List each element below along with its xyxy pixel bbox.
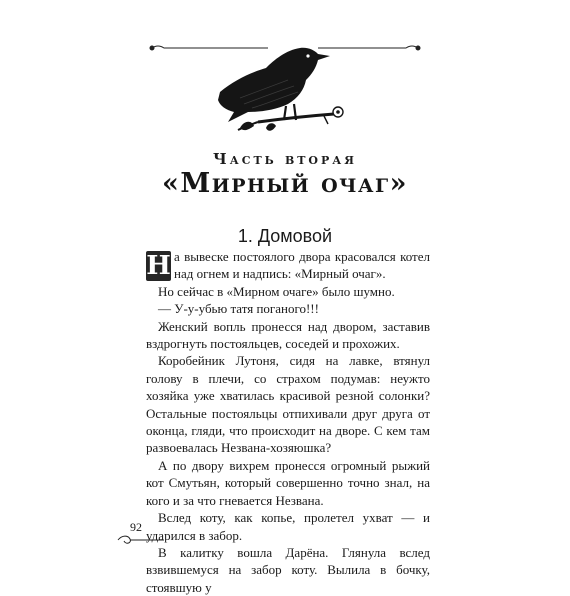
body-text [146, 248, 430, 596]
paragraph: Н а вывеске постоялого двора красовался котел над огнем и надпись: «Мирный очаг». [146, 249, 430, 282]
paragraph: — У-у-убью татя поганого!!! [158, 301, 319, 317]
part-title: «Мирный очаг» [161, 168, 408, 199]
paragraph: Женский вопль пронесся над двором, заставив вздрогнуть постояльцев, соседей и прохожих. [146, 318, 430, 352]
swirl-ornament-icon [116, 533, 166, 547]
ornament-left [150, 46, 268, 50]
chapter-title: 1. Домовой [237, 226, 333, 246]
paragraph: Коробейник Лутоня, сидя на лавке, втянул голову в плечи, со страхом подумав: неужто хозяйка уже хватилась красивой резной солонки? Остальные постояльцы отпихивали друг друга от оконца, гляди, что происходит на дворе. С кем там развоевалась Незвана-хозяюшка? [146, 353, 430, 456]
blossom [333, 107, 343, 117]
raven-illustration [148, 40, 424, 136]
drop-cap: Н [146, 251, 171, 281]
raven-eye [306, 54, 309, 57]
page-number: 92 [130, 520, 142, 534]
paragraph: Но сейчас в «Мирном очаге» было шумно. [158, 283, 395, 299]
paragraph: В калитку вошла Дарёна. Глянула вслед взвившемуся на забор коту. Вылила в бочку, стоявшую у [146, 544, 430, 595]
paragraph: Вслед коту, как копье, пролетел ухват — и ударился в забор. [146, 510, 430, 543]
part-label: Часть вторая [213, 150, 357, 168]
ornament-right [318, 46, 420, 50]
paragraph: А по двору вихрем пронесся огромный рыжий кот Смутьян, который совершенно точно знал, на кого и за что гневается Незвана. [146, 457, 430, 508]
